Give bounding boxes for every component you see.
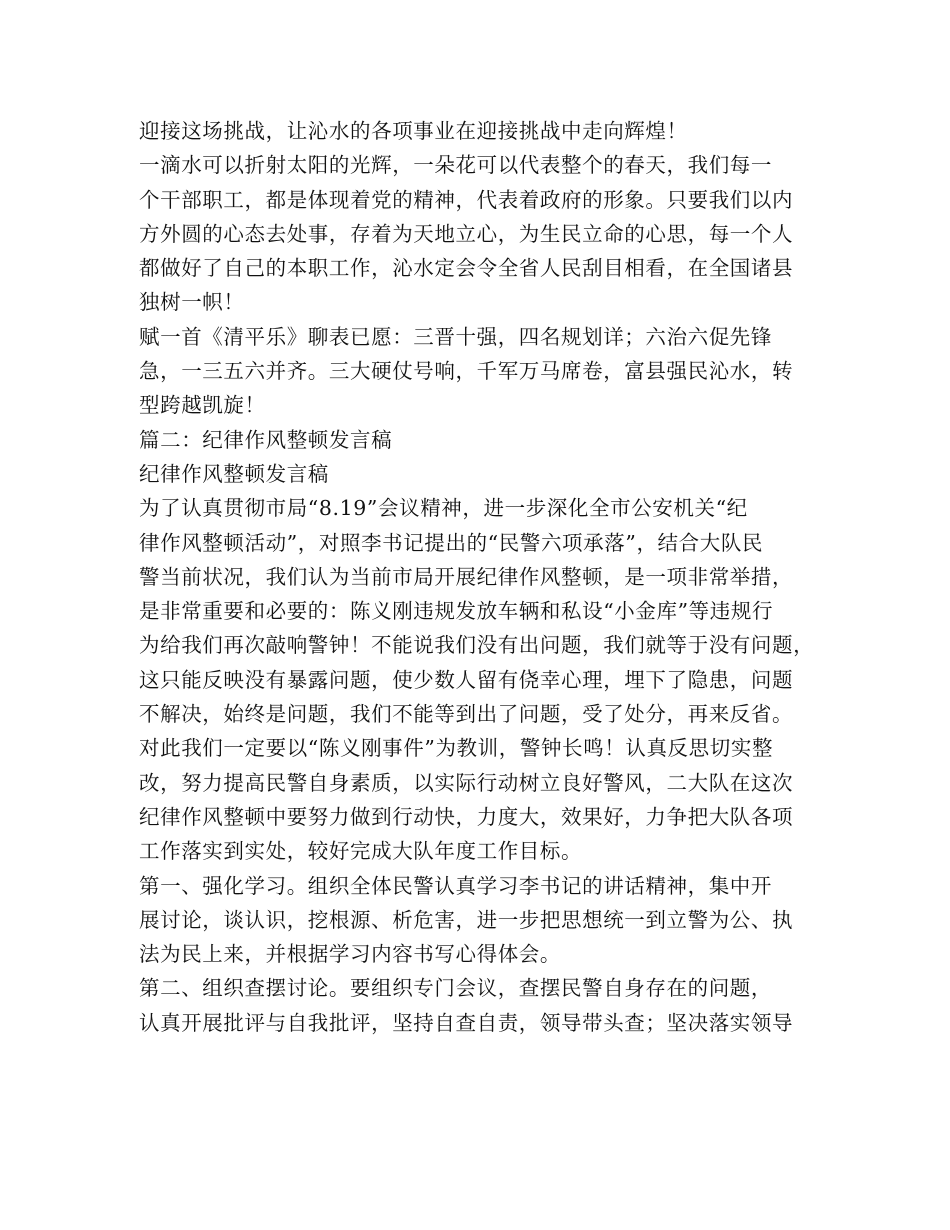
text-line: 警当前状况，我们认为当前市局开展纪律作风整顿，是一项非常举措， — [139, 564, 794, 589]
text-line: 工作落实到实处，较好完成大队年度工作目标。 — [139, 839, 583, 864]
text-line: 展讨论，谈认识，挖根源、析危害，进一步把思想统一到立警为公、执 — [139, 907, 794, 932]
text-line: 迎接这场挑战，让沁水的各项事业在迎接挑战中走向辉煌！ — [139, 119, 688, 143]
text-line: 赋一首《清平乐》聊表已愿：三晋十强，四名规划详；六治六促先锋 — [139, 324, 772, 349]
text-line: 急，一三五六并齐。三大硬仗号响，千军万马席卷，富县强民沁水，转 — [139, 359, 794, 384]
text-line: 法为民上来，并根据学习内容书写心得体会。 — [139, 942, 561, 967]
section-heading: 篇二：纪律作风整顿发言稿 — [139, 427, 393, 452]
text-line: 第一、强化学习。组织全体民警认真学习李书记的讲话精神，集中开 — [139, 873, 772, 898]
text-line: 第二、组织查摆讨论。要组织专门会议，查摆民警自身存在的问题， — [139, 976, 772, 1001]
text-line: 为了认真贯彻市局“8.19”会议精神，进一步深化全市公安机关“纪 — [139, 496, 748, 521]
text-line: 不解决，始终是问题，我们不能等到出了问题，受了处分，再来反省。 — [139, 702, 794, 727]
text-line: 都做好了自己的本职工作，沁水定会令全省人民刮目相看，在全国诸县 — [139, 256, 794, 281]
text-line: 为给我们再次敲响警钟！不能说我们没有出问题，我们就等于没有问题， — [139, 633, 815, 658]
text-line: 律作风整顿活动”，对照李书记提出的“民警六项承落”，结合大队民 — [139, 530, 764, 555]
text-line: 对此我们一定要以“陈义刚事件”为教训，警钟长鸣！认真反思切实整 — [139, 736, 774, 761]
text-line: 型跨越凯旋！ — [139, 393, 266, 418]
text-line: 纪律作风整顿中要努力做到行动快，力度大，效果好，力争把大队各项 — [139, 804, 794, 829]
text-line: 认真开展批评与自我批评，坚持自查自责，领导带头查；坚决落实领导 — [139, 1010, 794, 1035]
article-title: 纪律作风整顿发言稿 — [139, 461, 329, 486]
text-line: 改，努力提高民警自身素质，以实际行动树立良好警风，二大队在这次 — [139, 770, 794, 795]
text-line: 方外圆的心态去处事，存着为天地立心，为生民立命的心思，每一个人 — [139, 221, 794, 246]
text-line: 这只能反映没有暴露问题，使少数人留有侥幸心理，埋下了隐患，问题 — [139, 667, 794, 692]
text-line: 一滴水可以折射太阳的光辉，一朵花可以代表整个的春天，我们每一 — [139, 153, 772, 178]
text-line: 独树一帜！ — [139, 290, 245, 315]
text-line: 个干部职工，都是体现着党的精神，代表着政府的形象。只要我们以内 — [139, 187, 794, 212]
document-body — [139, 114, 819, 1040]
text-line: 是非常重要和必要的：陈义刚违规发放车辆和私设“小金库”等违规行 — [139, 599, 774, 624]
